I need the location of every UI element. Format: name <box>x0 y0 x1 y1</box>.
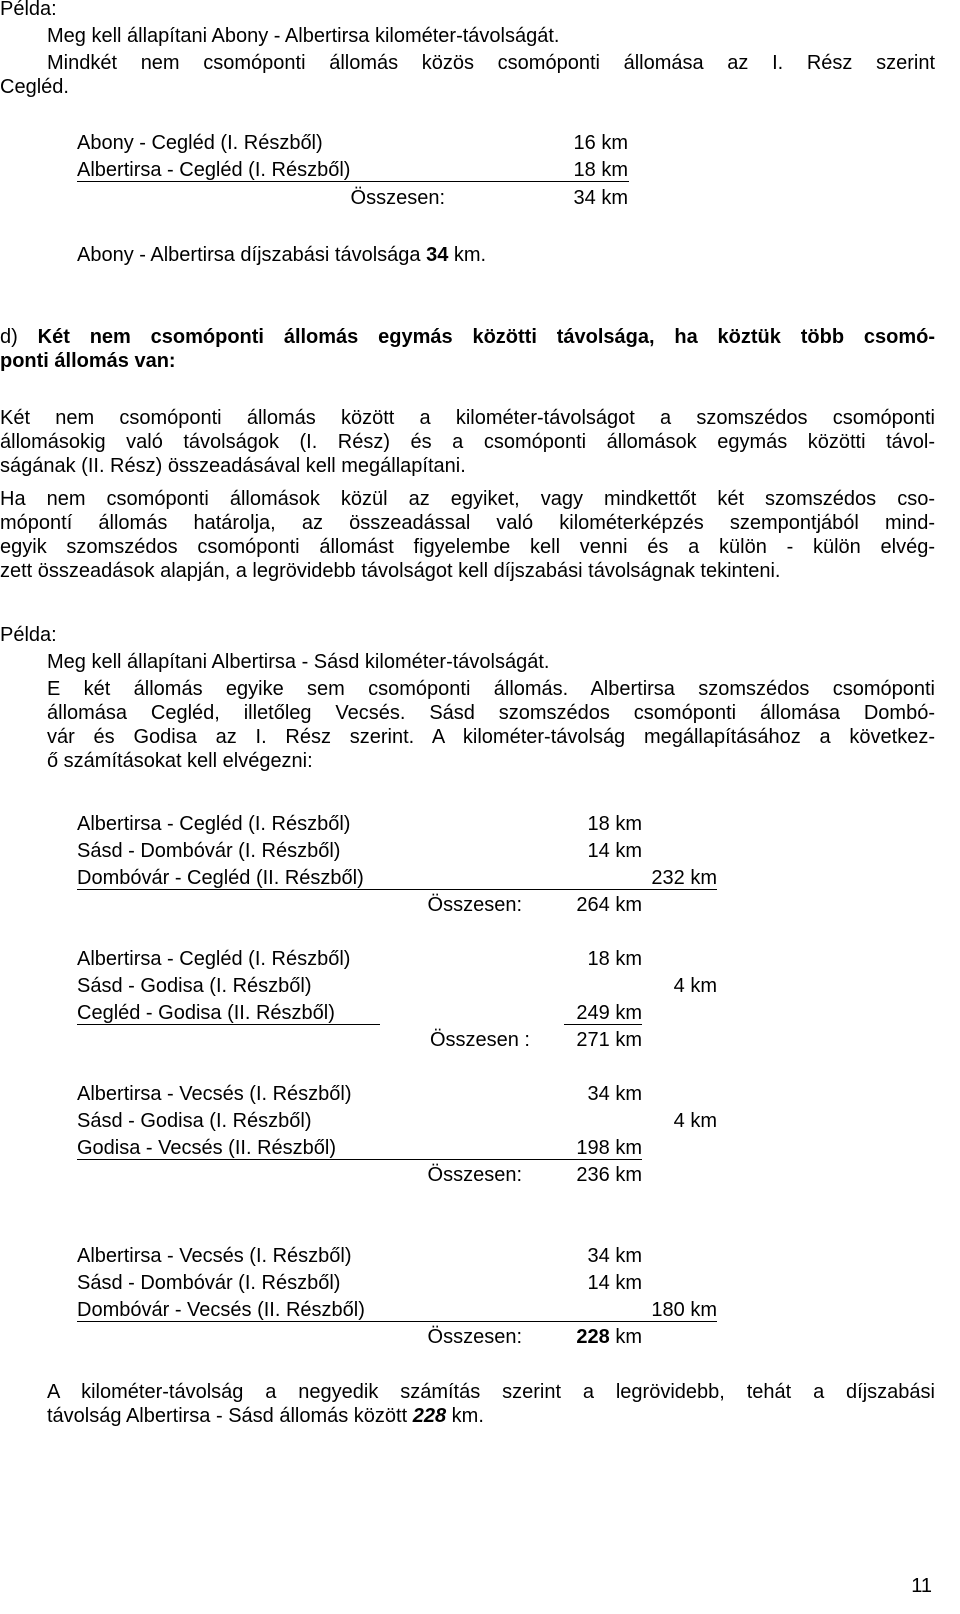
total-value: 236 km <box>576 1164 642 1186</box>
example-label: Példa: <box>0 624 57 646</box>
calc-row-label: Abony - Cegléd (I. Részből) <box>77 132 323 154</box>
calc-row-label: Albertirsa - Cegléd (I. Részből) <box>77 813 351 835</box>
section-marker: d) <box>0 326 18 348</box>
calc-row-label: Sásd - Dombóvár (I. Részből) <box>77 1272 341 1294</box>
calc-row-label: Dombóvár - Vecsés (II. Részből) <box>77 1299 365 1321</box>
calc-row-label: Dombóvár - Cegléd (II. Részből) <box>77 867 364 889</box>
section-heading <box>0 325 935 373</box>
example-paragraph <box>47 677 935 773</box>
total-unit: km <box>615 1326 642 1348</box>
calc-row-value: 16 km <box>573 132 628 154</box>
paragraph-line: állomása Cegléd, illetőleg Vecsés. Sásd szomszédos csomóponti állomása Dombó- <box>47 702 935 724</box>
total-label: Összesen: <box>427 1164 522 1186</box>
calc-row-value: 18 km <box>587 813 642 835</box>
conclusion-value: 228 <box>412 1405 447 1427</box>
calc-row-label: Albertirsa - Cegléd (I. Részből) <box>77 948 351 970</box>
example-text: Meg kell állapítani Albertirsa - Sásd kilométer-távolságát. <box>47 651 550 673</box>
result-unit: km. <box>453 244 487 266</box>
calc-row-value: 249 km <box>576 1002 642 1024</box>
paragraph-line: Két nem csomóponti állomás között a kilométer-távolságot a szomszédos csomóponti <box>0 407 935 429</box>
conclusion-paragraph <box>47 1380 935 1428</box>
calc-row-label: Sásd - Godisa (I. Részből) <box>77 1110 312 1132</box>
calc-row-label: Albertirsa - Cegléd (I. Részből) <box>77 159 351 181</box>
paragraph-line: állomásokig való távolságok (I. Rész) és a csomóponti állomások egymás közötti távol- <box>0 431 935 453</box>
total-label: Összesen: <box>427 894 522 916</box>
paragraph-line: Ha nem csomóponti állomások közül az egyiket, vagy mindkettőt két szomszédos cso- <box>0 488 935 510</box>
calc-row-value: 34 km <box>587 1083 642 1105</box>
paragraph-line <box>47 1404 935 1428</box>
calc-row-value: 18 km <box>587 948 642 970</box>
conclusion-unit: km. <box>451 1405 484 1427</box>
calc-row-value: 18 km <box>573 159 628 181</box>
page-number: 11 <box>911 1575 932 1597</box>
calc-row-label: Albertirsa - Vecsés (I. Részből) <box>77 1083 352 1105</box>
calc-row-value: 34 km <box>587 1245 642 1267</box>
total-number: 228 <box>576 1326 610 1348</box>
calc-row-value: 14 km <box>587 1272 642 1294</box>
section-paragraph <box>0 487 935 583</box>
calc-row-label: Cegléd - Godisa (II. Részből) <box>77 1002 335 1024</box>
total-label: Összesen: <box>350 187 445 209</box>
heading-line <box>0 325 935 349</box>
example-text: Meg kell állapítani Abony - Albertirsa kilométer-távolságát. <box>47 25 560 47</box>
section-paragraph <box>0 406 935 478</box>
paragraph-line: A kilométer-távolság a negyedik számítás szerint a legrövidebb, tehát a díjszabási <box>47 1381 935 1403</box>
calc-row-value: 14 km <box>587 840 642 862</box>
sum-rule <box>564 1024 642 1025</box>
total-value: 264 km <box>576 894 642 916</box>
calc-row-label: Sásd - Godisa (I. Részből) <box>77 975 312 997</box>
example-result <box>77 243 486 267</box>
calc-row-label: Godisa - Vecsés (II. Részből) <box>77 1137 336 1159</box>
example-label: Példa: <box>0 0 57 20</box>
paragraph-line: zett összeadások alapján, a legrövidebb távolságot kell díjszabási távolságnak tekinteni. <box>0 560 781 582</box>
total-label: Összesen : <box>429 1029 530 1051</box>
sum-rule <box>77 181 629 182</box>
calc-row-value: 4 km <box>673 1110 717 1132</box>
total-value: 271 km <box>576 1029 642 1051</box>
paragraph-line: Mindkét nem csomóponti állomás közös csomóponti állomása az I. Rész szerint <box>47 52 935 74</box>
result-text: Abony - Albertirsa díjszabási távolsága <box>77 244 421 266</box>
calc-row-value: 198 km <box>576 1137 642 1159</box>
total-value: 34 km <box>573 187 628 209</box>
heading-text: Két nem csomóponti állomás egymás közötti távolsága, ha köztük több csomó- <box>37 326 936 348</box>
heading-text: ponti állomás van: <box>0 350 176 372</box>
total-label: Összesen: <box>427 1326 522 1348</box>
sum-rule <box>77 889 717 890</box>
paragraph-line: E két állomás egyike sem csomóponti állomás. Albertirsa szomszédos csomóponti <box>47 678 935 700</box>
paragraph-line: Cegléd. <box>0 76 69 98</box>
paragraph-line: ságának (II. Rész) összeadásával kell megállapítani. <box>0 455 466 477</box>
paragraph-line: egyik szomszédos csomóponti állomást figyelembe kell venni és a külön - külön elvég- <box>0 536 935 558</box>
conclusion-text: távolság Albertirsa - Sásd állomás között <box>47 1405 408 1427</box>
result-value: 34 <box>426 244 449 266</box>
calc-row-label: Albertirsa - Vecsés (I. Részből) <box>77 1245 352 1267</box>
total-value <box>576 1325 642 1349</box>
calc-row-value: 4 km <box>673 975 717 997</box>
paragraph-line: ő számításokat kell elvégezni: <box>47 750 313 772</box>
sum-rule <box>77 1024 380 1025</box>
calc-row-label: Sásd - Dombóvár (I. Részből) <box>77 840 341 862</box>
sum-rule <box>77 1321 717 1322</box>
paragraph-line: mópontí állomás határolja, az összeadással való kilométerképzés szempontjából mind- <box>0 512 935 534</box>
sum-rule <box>77 1159 642 1160</box>
paragraph-line: vár és Godisa az I. Rész szerint. A kilométer-távolság megállapításához a következ- <box>47 726 935 748</box>
calc-row-value: 232 km <box>651 867 717 889</box>
calc-row-value: 180 km <box>651 1299 717 1321</box>
example-paragraph <box>0 51 935 99</box>
